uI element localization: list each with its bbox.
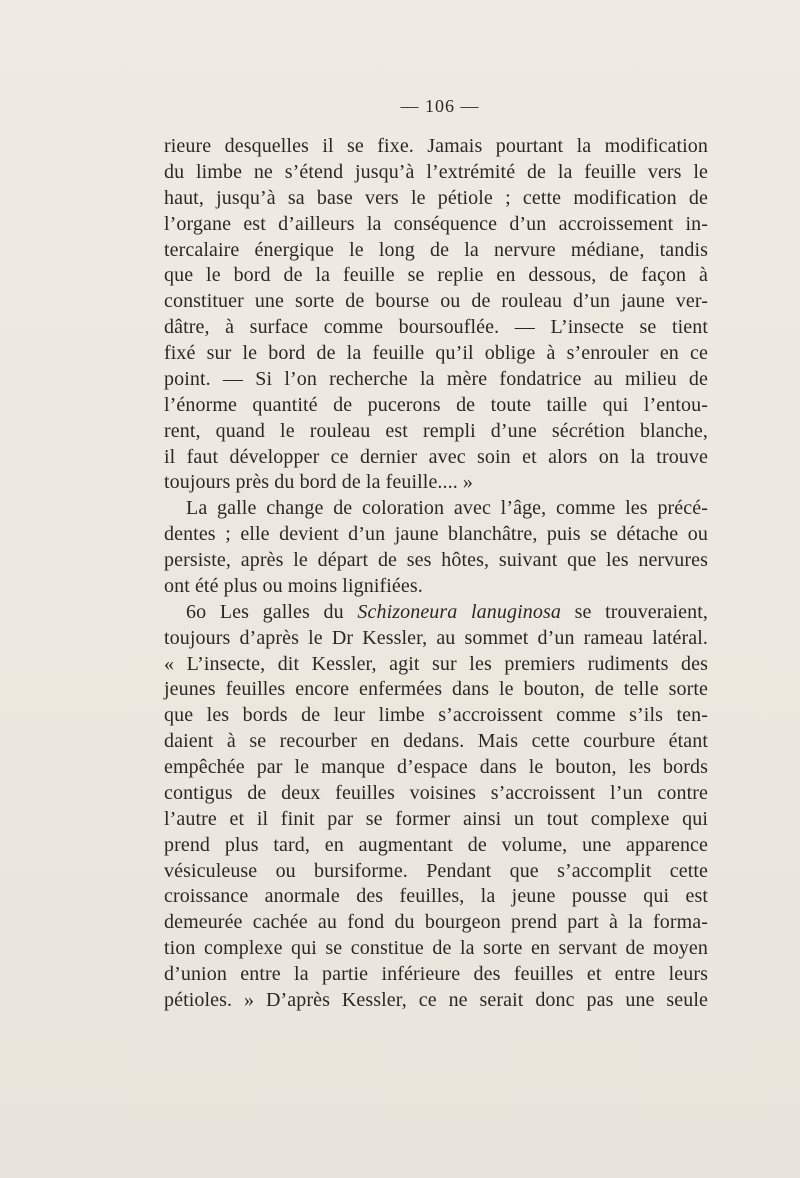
- text-line: rent, quand le rouleau est rempli d’une sécrétion blanche,: [164, 419, 708, 442]
- text-line: du limbe ne s’étend jusqu’à l’extrémité de la feuille vers le: [164, 160, 708, 183]
- text-segment: se trouveraient,: [560, 600, 709, 623]
- text-line: toujours près du bord de la feuille.... »: [164, 471, 474, 494]
- text-line: l’organe est d’ailleurs la conséquence d’un accroissement in-: [164, 212, 708, 235]
- text-line: contigus de deux feuilles voisines s’accroissent l’un contre: [164, 781, 708, 804]
- text-line: demeurée cachée au fond du bourgeon prend part à la forma-: [164, 911, 708, 934]
- text-line: empêchée par le manque d’espace dans le bouton, les bords: [164, 756, 708, 778]
- text-line: jeunes feuilles encore enfermées dans le bouton, de telle sorte: [164, 678, 708, 701]
- text-line: persiste, après le départ de ses hôtes, suivant que les nervures: [164, 549, 708, 571]
- paragraph-start-line: [164, 600, 708, 626]
- species-name: Schizoneura lanuginosa: [357, 600, 561, 623]
- text-line: daient à se recourber en dedans. Mais cette courbure étant: [164, 730, 708, 753]
- paragraph-start-line: La galle change de coloration avec l’âge, comme les précé-: [186, 497, 708, 520]
- text-line: il faut développer ce dernier avec soin et alors on la trouve: [164, 445, 708, 468]
- text-line: prend plus tard, en augmentant de volume, une apparence: [164, 833, 708, 856]
- body-text: [164, 134, 708, 1014]
- text-line: l’autre et il finit par se former ainsi un tout complexe qui: [164, 807, 708, 830]
- text-line: fixé sur le bord de la feuille qu’il oblige à s’enrouler en ce: [164, 342, 708, 364]
- text-line: toujours d’après le Dr Kessler, au sommet d’un rameau latéral.: [164, 626, 708, 649]
- text-line: pétioles. » D’après Kessler, ce ne serait donc pas une seule: [164, 988, 708, 1011]
- text-line: rieure desquelles il se fixe. Jamais pourtant la modification: [164, 135, 708, 157]
- text-segment: 6o Les galles du: [186, 600, 358, 623]
- text-line: dentes ; elle devient d’un jaune blanchâtre, puis se détache ou: [164, 523, 708, 546]
- text-line: vésiculeuse ou bursiforme. Pendant que s’accomplit cette: [164, 859, 708, 882]
- text-line: que les bords de leur limbe s’accroissent comme s’ils ten-: [164, 704, 708, 727]
- text-line: « L’insecte, dit Kessler, agit sur les premiers rudiments des: [164, 652, 708, 675]
- text-line: point. — Si l’on recherche la mère fondatrice au milieu de: [164, 367, 708, 390]
- page-number: — 106 —: [400, 96, 480, 116]
- text-line: croissance anormale des feuilles, la jeune pousse qui est: [164, 885, 708, 908]
- text-line: que le bord de la feuille se replie en dessous, de façon à: [164, 264, 708, 287]
- text-line: l’énorme quantité de pucerons de toute taille qui l’entou-: [164, 393, 708, 416]
- text-line: tercalaire énergique le long de la nervure médiane, tandis: [164, 238, 708, 261]
- text-line: d’union entre la partie inférieure des feuilles et entre leurs: [164, 963, 708, 985]
- text-line: tion complexe qui se constitue de la sorte en servant de moyen: [164, 937, 708, 960]
- text-line: constituer une sorte de bourse ou de rouleau d’un jaune ver-: [164, 290, 708, 313]
- text-line: haut, jusqu’à sa base vers le pétiole ; cette modification de: [164, 186, 708, 209]
- text-line: ont été plus ou moins lignifiées.: [164, 574, 423, 597]
- text-line: dâtre, à surface comme boursouflée. — L’insecte se tient: [164, 316, 708, 339]
